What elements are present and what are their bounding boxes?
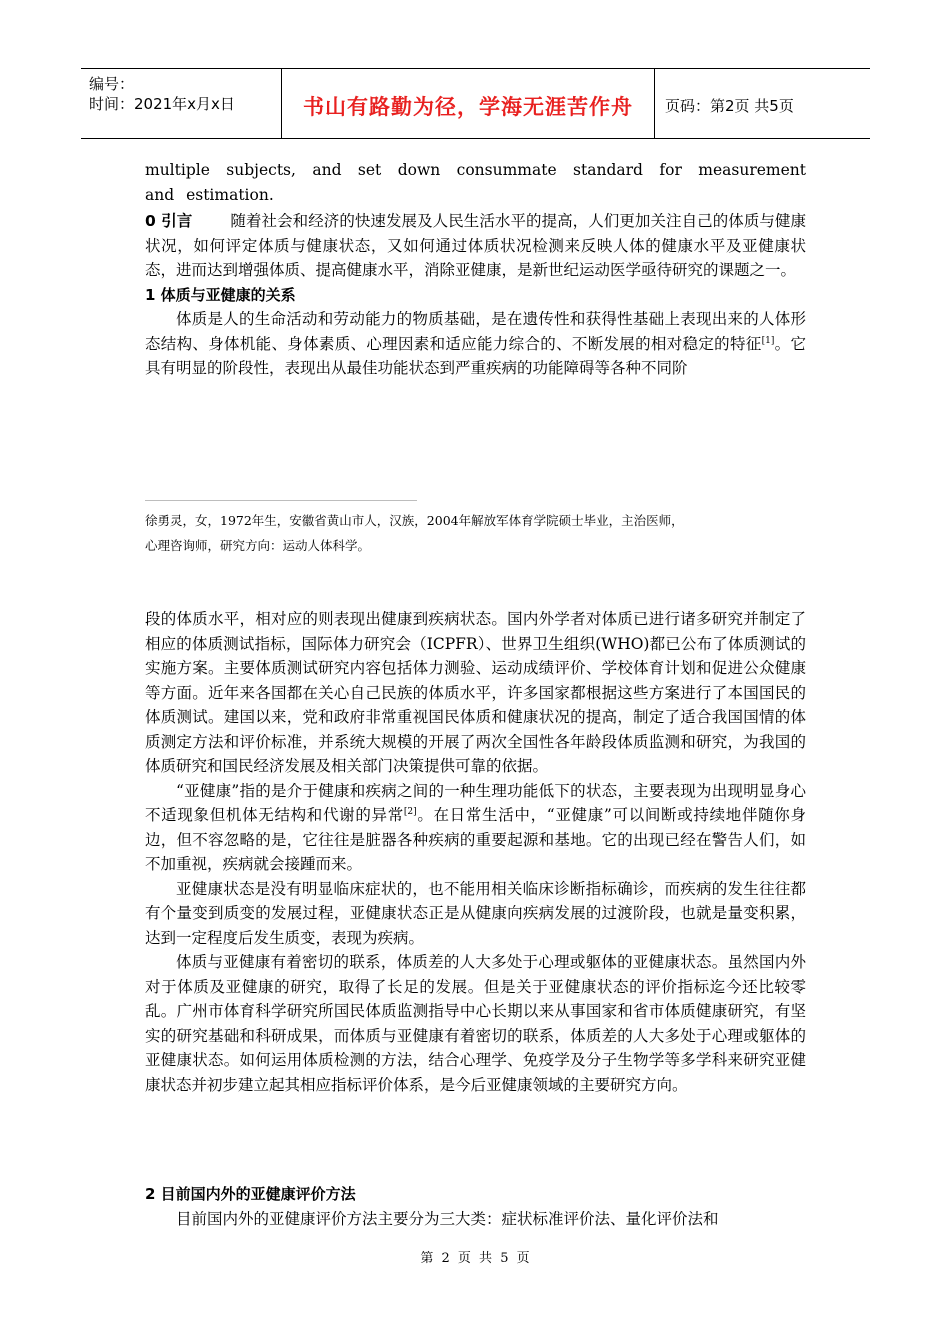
ref-1: [1] — [761, 335, 775, 346]
abstract-tail: multiple subjects, and set down consummate standard for measurement and estimation. — [145, 161, 806, 204]
s1-p1-text-a: 体质是人的生命活动和劳动能力的物质基础，是在遗传性和获得性基础上表现出来的人体形态结构、身体机能、身体素质、心理因素和适应能力综合的、不断发展的相对稳定的特征 — [145, 310, 806, 353]
s1-p1-text-b: 。它具有明显的阶段性，表现出从最佳功能状态到严重疾病的功能障碍等各种不同阶 — [145, 334, 806, 377]
ref-2: [2] — [403, 806, 417, 817]
section1-title: 1 体质与亚健康的关系 — [145, 285, 296, 304]
footnote-line-2: 心理咨询师，研究方向：运动人体科学。 — [145, 538, 371, 553]
doc-number-label: 编号： — [89, 75, 135, 93]
doc-time-label: 时间：2021年x月x日 — [89, 95, 235, 113]
s1-p2-text-b: 。在日常生活中，“亚健康”可以间断或持续地伴随你身边，但不容忽略的是，它往往是脏器各种疾病的重要起源和基地。它的出现已经在警告人们，如不加重视，疾病就会接踵而来。 — [145, 806, 806, 873]
footnote-line-1: 徐勇灵，女，1972年生，安徽省黄山市人，汉族，2004年解放军体育学院硕士毕业，主治医师， — [145, 513, 684, 528]
s1-paragraph-1-continued: 段的体质水平，相对应的则表现出健康到疾病状态。国内外学者对体质已进行诸多研究并制定了相应的体质测试指标，国际体力研究会（ICPFR）、世界卫生组织(WHO)都已公布了体质测试的实施方案。主要体质测试研究内容包括体力测验、运动成绩评价、学校体育计划和促进公众健康等方面。近年来各国都在关心自己民族的体质水平，许多国家都根据这些方案进行了本国国民的体质测试。建国以来，党和政府非常重视国民体质和健康状况的提高，制定了适合我国国情的体质测定方法和评价标准，并系统大规模的开展了两次全国性各年龄段体质监测和研究，为我国的体质研究和国民经济发展及相关部门决策提供可靠的依据。 — [145, 610, 806, 775]
s1-p2-text-a: “亚健康”指的是介于健康和疾病之间的一种生理功能低下的状态，主要表现为出现明显身心不适现象但机体无结构和代谢的异常 — [145, 781, 806, 824]
header-info-cell — [81, 69, 282, 138]
header-motto-cell — [282, 69, 655, 138]
s2-paragraph-1: 目前国内外的亚健康评价方法主要分为三大类：症状标准评价法、量化评价法和 — [176, 1209, 719, 1228]
s1-paragraph-2 — [145, 779, 806, 877]
s1-paragraph-4: 体质与亚健康有着密切的联系，体质差的人大多处于心理或躯体的亚健康状态。虽然国内外对于体质及亚健康的研究，取得了长足的发展。但是关于亚健康状态的评价指标迄今还比较零乱。广州市体育科学研究所国民体质监测指导中心长期以来从事国家和省市体质健康研究，有坚实的研究基础和科研成果，而体质与亚健康有着密切的联系，体质差的人大多处于心理或躯体的亚健康状态。如何运用体质检测的方法，结合心理学、免疫学及分子生物学等多学科来研究亚健康状态并初步建立起其相应指标评价体系，是今后亚健康领域的主要研究方向。 — [145, 953, 806, 1094]
intro-text: 随着社会和经济的快速发展及人民生活水平的提高，人们更加关注自己的体质与健康状况，如何评定体质与健康状态，又如何通过体质状况检测来反映人体的健康水平及亚健康状态，进而达到增强体质、提高健康水平，消除亚健康，是新世纪运动医学亟待研究的课题之一。 — [145, 212, 806, 279]
header-page-label: 页码：第2页 共5页 — [665, 97, 794, 115]
s1-paragraph-1 — [145, 307, 806, 381]
author-footnote — [145, 508, 785, 558]
page-header — [81, 68, 870, 139]
page-footer: 第 2 页 共 5 页 — [420, 1251, 530, 1266]
main-block — [145, 607, 806, 1097]
s1-paragraph-3: 亚健康状态是没有明显临床症状的，也不能用相关临床诊断指标确诊，而疾病的发生往往都有个量变到质变的发展过程，亚健康状态正是从健康向疾病发展的过渡阶段，也就是量变积累，达到一定程度后发生质变，表现为疾病。 — [145, 879, 806, 947]
section2-block — [145, 1182, 806, 1231]
abstract-tail-block — [145, 158, 806, 207]
header-page-cell — [655, 69, 870, 138]
header-motto: 书山有路勤为径，学海无涯苦作舟 — [303, 95, 633, 119]
section2-title: 2 目前国内外的亚健康评价方法 — [145, 1185, 356, 1203]
footnote-separator — [145, 500, 417, 501]
intro-label: 0 引言 — [145, 212, 193, 230]
intro-paragraph — [145, 209, 806, 283]
intro-block — [145, 209, 806, 381]
